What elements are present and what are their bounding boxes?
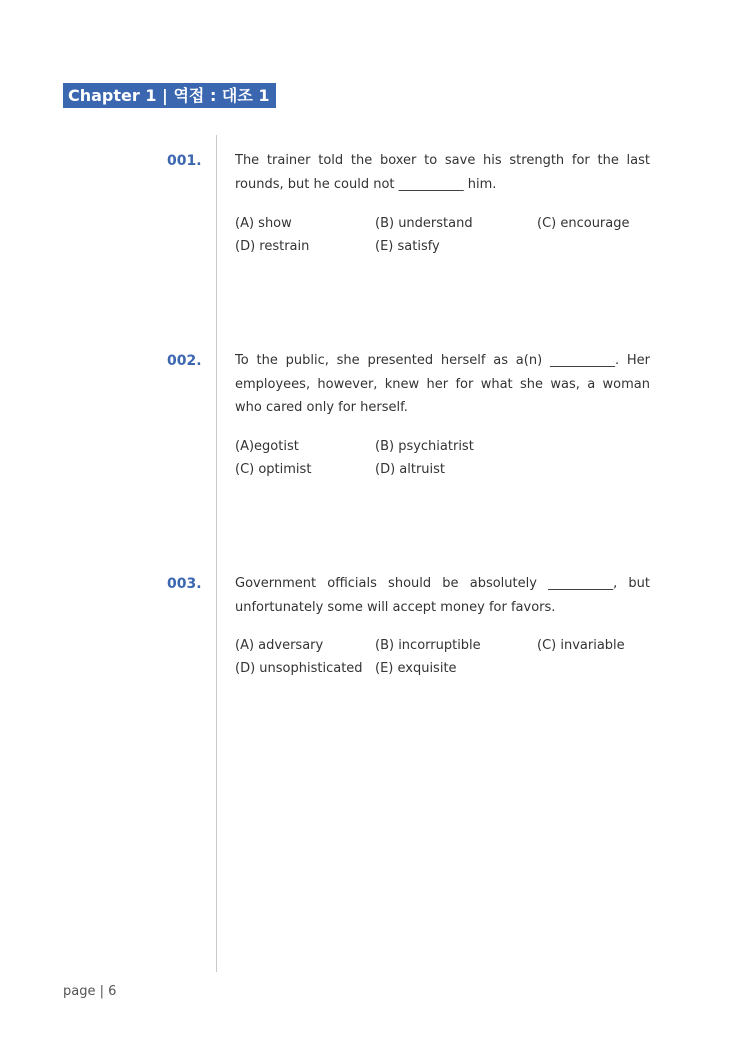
question-stem-001: The trainer told the boxer to save his strength for the last rounds, but he could not __________ him. [235,153,650,192]
choice-001-c[interactable]: (C) encourage [537,216,630,231]
choice-003-a[interactable]: (A) adversary [235,638,324,653]
vertical-divider [216,135,217,972]
question-number-003: 003. [167,576,202,592]
choice-003-e[interactable]: (E) exquisite [375,661,457,676]
choice-003-d[interactable]: (D) unsophisticated [235,661,363,676]
choice-001-e[interactable]: (E) satisfy [375,239,440,254]
choice-002-a[interactable]: (A)egotist [235,439,299,454]
choice-001-b[interactable]: (B) understand [375,216,473,231]
choice-003-b[interactable]: (B) incorruptible [375,638,481,653]
choice-001-d[interactable]: (D) restrain [235,239,310,254]
choice-002-d[interactable]: (D) altruist [375,462,446,477]
question-stem-002: To the public, she presented herself as a(n) __________. Her employees, however, knew her for what she was, a woman who cared only for herself. [235,353,650,415]
question-number-001: 001. [167,153,202,169]
question-number-002: 002. [167,353,202,369]
choice-002-b[interactable]: (B) psychiatrist [375,439,474,454]
choice-002-c[interactable]: (C) optimist [235,462,312,477]
choice-003-c[interactable]: (C) invariable [537,638,625,653]
page-number: page | 6 [63,984,117,999]
choice-001-a[interactable]: (A) show [235,216,292,231]
question-stem-003: Government officials should be absolutely __________, but unfortunately some will accept money for favors. [235,576,650,615]
chapter-title: Chapter 1 | 역접 : 대조 1 [63,83,276,108]
